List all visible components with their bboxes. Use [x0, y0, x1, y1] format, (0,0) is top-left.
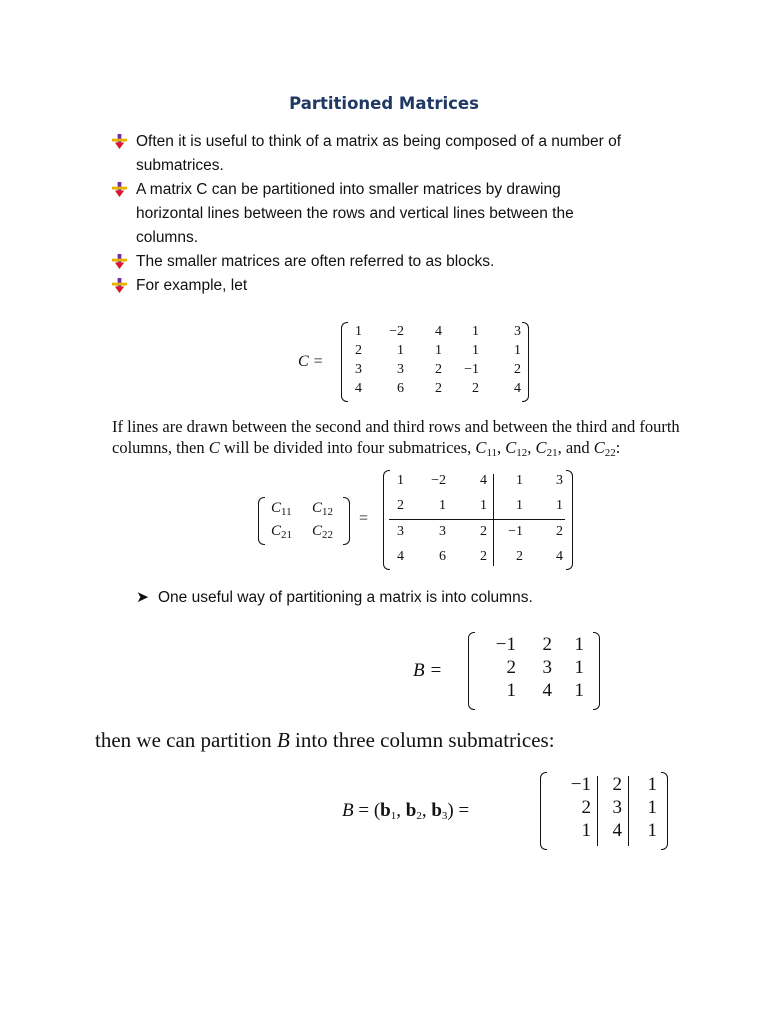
down-arrow-bullet-icon [112, 182, 127, 197]
bullet-list [112, 130, 712, 298]
page-title: Partitioned Matrices [289, 94, 479, 113]
matrix-cell: 2 [480, 524, 487, 539]
left-bracket [468, 632, 475, 710]
matrix-cell: 1 [397, 473, 404, 488]
matrix-cell: 2 [435, 381, 442, 396]
matrix-cell: 3 [556, 473, 563, 488]
matrix-cell: 2 [397, 498, 404, 513]
equals-sign: = [359, 510, 369, 527]
matrix-cell: 4 [480, 473, 487, 488]
matrix-cell: 2 [506, 657, 516, 678]
bullet-line: The smaller matrices are often referred to as blocks. [136, 253, 495, 270]
bullet-item [112, 130, 712, 178]
matrix-cell: 4 [355, 381, 362, 396]
matrix-cell: 1 [506, 680, 516, 701]
left-bracket [341, 322, 348, 402]
bullet-line: submatrices. [136, 157, 224, 174]
matrix-cell: 2 [435, 362, 442, 377]
paragraph-line: columns, then C will be divided into four submatrices, $C_{11}$, $C_{12}$, $C_{21}$, and $C_{22}$: [112, 438, 621, 459]
matrix-cell: 1 [574, 634, 584, 655]
block-c22: $C_{22}$ [312, 523, 334, 541]
matrix-cell: 1 [647, 774, 657, 795]
column-partition-expression: $B = (b_1$, $b_2$, $b_3$) = [342, 800, 470, 822]
arrow-right-bullet-icon: ➤ [136, 589, 149, 606]
right-bracket [522, 322, 529, 402]
matrix-cell: −1 [570, 774, 591, 795]
block-c11: $C_{11}$ [271, 500, 292, 518]
matrix-cell: 1 [647, 797, 657, 818]
matrix-cell: 6 [397, 381, 404, 396]
then-text: then we can partition B into three column submatrices: [95, 728, 555, 752]
right-bracket [566, 470, 573, 570]
right-bracket [343, 497, 350, 545]
matrix-b-label: B = [413, 660, 443, 681]
matrix-cell: 2 [480, 549, 487, 564]
matrix-cell: 1 [439, 498, 446, 513]
matrix-cell: 3 [612, 797, 622, 818]
matrix-cell: 2 [355, 343, 362, 358]
right-bracket [593, 632, 600, 710]
matrix-cell: 1 [574, 657, 584, 678]
matrix-c [341, 322, 529, 402]
matrix-cell: 1 [516, 498, 523, 513]
matrix-cell: 1 [516, 473, 523, 488]
bullet-item [112, 178, 712, 250]
column-divider-line [628, 776, 629, 846]
bullet-line: For example, let [136, 277, 248, 294]
matrix-cell: 4 [397, 549, 404, 564]
matrix-cell: 3 [439, 524, 446, 539]
partition-horizontal-line [389, 519, 565, 520]
matrix-cell: 1 [480, 498, 487, 513]
matrix-cell: 1 [574, 680, 584, 701]
matrix-cell: 2 [472, 381, 479, 396]
matrix-cell: 2 [556, 524, 563, 539]
matrix-cell: −2 [389, 324, 404, 339]
matrix-cell: 1 [435, 343, 442, 358]
matrix-cell: 2 [542, 634, 552, 655]
matrix-b-columns [540, 772, 668, 850]
matrix-cell: 3 [355, 362, 362, 377]
matrix-cell: 1 [472, 324, 479, 339]
down-arrow-bullet-icon [112, 278, 127, 293]
bullet-item [112, 274, 712, 298]
block-c12: $C_{12}$ [312, 500, 334, 518]
matrix-cell: 4 [435, 324, 442, 339]
matrix-cell: 1 [556, 498, 563, 513]
matrix-cell: 3 [514, 324, 521, 339]
matrix-cell: 2 [612, 774, 622, 795]
paragraph-line: If lines are drawn between the second and third rows and between the third and fourth [112, 417, 680, 436]
matrix-cell: 4 [542, 680, 552, 701]
matrix-b [468, 632, 600, 710]
matrix-cell: 3 [542, 657, 552, 678]
matrix-cell: 1 [397, 343, 404, 358]
matrix-cell: 4 [556, 549, 563, 564]
explanation-paragraph [112, 416, 732, 464]
matrix-cell: −1 [464, 362, 479, 377]
matrix-cell: 3 [397, 524, 404, 539]
bullet-line: horizontal lines between the rows and vertical lines between the [136, 205, 574, 222]
matrix-cell: 2 [514, 362, 521, 377]
matrix-cell: 6 [439, 549, 446, 564]
partitioned-matrix-c [383, 470, 573, 570]
left-bracket [383, 470, 390, 570]
matrix-cell: 1 [581, 820, 591, 841]
partition-vertical-line [493, 474, 494, 566]
matrix-cell: 2 [516, 549, 523, 564]
matrix-cell: 1 [472, 343, 479, 358]
right-bracket [661, 772, 668, 850]
block-matrix [258, 497, 350, 545]
bullet-line: A matrix C can be partitioned into smaller matrices by drawing [136, 181, 561, 198]
down-arrow-bullet-icon [112, 254, 127, 269]
column-divider-line [597, 776, 598, 846]
matrix-cell: 3 [397, 362, 404, 377]
block-c21: $C_{21}$ [271, 523, 293, 541]
matrix-cell: 4 [514, 381, 521, 396]
matrix-cell: 1 [355, 324, 362, 339]
bullet-line: columns. [136, 229, 199, 246]
matrix-cell: 2 [581, 797, 591, 818]
matrix-cell: −1 [508, 524, 523, 539]
bullet-line: Often it is useful to think of a matrix as being composed of a number of [136, 133, 622, 150]
bullet-item [112, 250, 712, 274]
matrix-cell: 1 [647, 820, 657, 841]
matrix-cell: 4 [612, 820, 622, 841]
arrow-bullet-item: ➤ One useful way of partitioning a matrix is into columns. [136, 589, 533, 606]
matrix-c-label: C = [298, 353, 324, 370]
matrix-cell: 1 [514, 343, 521, 358]
left-bracket [258, 497, 265, 545]
left-bracket [540, 772, 547, 850]
matrix-cell: −1 [495, 634, 516, 655]
matrix-cell: −2 [431, 473, 446, 488]
down-arrow-bullet-icon [112, 134, 127, 149]
